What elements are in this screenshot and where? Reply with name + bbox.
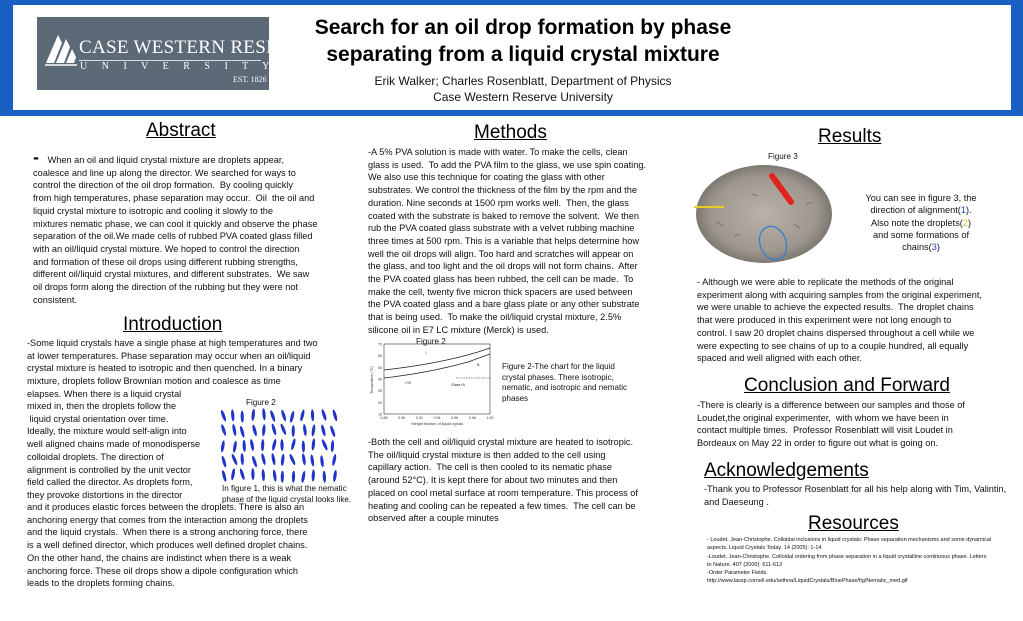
methods-line: silicone oil in E7 LC mixture (Merck) is used. <box>368 324 549 335</box>
y-tick-label: 20 <box>378 400 382 405</box>
molecule-mark <box>240 453 244 465</box>
abstract-heading: Abstract <box>146 120 216 141</box>
methods-caption-line: nematic, and isotropic and nematic <box>502 383 628 392</box>
y-tick-label: 60 <box>378 354 382 359</box>
acknowledgements-heading: Acknowledgements <box>704 460 869 481</box>
abstract-first-line <box>33 147 343 167</box>
molecule-mark <box>269 410 276 422</box>
results-line: were expecting to see chains of up to a couple hundred, all equally <box>697 340 969 351</box>
methods-line: the glass, and too light and the oil drops will not form chains. After <box>368 261 638 272</box>
methods-caption-line: crystal phases. There isotropic, <box>502 372 614 382</box>
intro-line: On the other hand, the chains are indistinct when there is a weak <box>27 552 292 563</box>
results-caption-line-5: chains(3) <box>902 242 940 253</box>
plot-frame <box>384 344 490 414</box>
phase-boundary-lower <box>384 354 490 378</box>
molecule-mark <box>320 455 325 467</box>
intro-line: field called the director. As droplets form, <box>27 477 193 488</box>
y-tick-label: 40 <box>378 377 382 382</box>
marker-number-2: 2 <box>962 217 968 228</box>
results-line: spaced and well aligned with each other. <box>697 353 862 364</box>
molecule-mark <box>230 468 235 480</box>
molecule-mark <box>240 411 243 423</box>
results-caption-line-4: and some formations of <box>872 229 969 240</box>
molecule-mark <box>251 468 254 480</box>
molecule-mark <box>272 469 277 481</box>
intro-line: alignment is controlled by the unit vector <box>27 464 191 475</box>
results-line: control. I saw 20 droplet chains dispersed throughout a cell while we <box>697 327 975 338</box>
molecule-mark <box>322 471 326 483</box>
methods-line: substrates. We control the thickness of the film by the rpm and the <box>368 185 637 196</box>
molecule-mark <box>271 439 277 451</box>
methods-heading: Methods <box>474 122 547 143</box>
conclusion-heading: Conclusion and Forward <box>744 375 950 396</box>
methods-body-2 <box>368 436 668 525</box>
results-heading: Results <box>818 126 882 147</box>
results-figure-caption <box>852 192 990 253</box>
x-tick-label: 0.92 <box>415 416 423 420</box>
y-tick-label: 50 <box>378 365 382 370</box>
abstract-line: separation of the oil.We made cells of rubbed PVA coated glass filled <box>33 231 313 242</box>
region-label: Glass+A <box>451 383 465 387</box>
resources-line: -Loudet, Jean-Christophe. Colloidal ordering from phase separation in a liquid crystalline continuous phase. Letters <box>707 553 987 560</box>
phase-boundary-upper <box>384 348 490 370</box>
molecule-mark <box>261 469 265 481</box>
intro-figure-label: Figure 2 <box>246 398 276 407</box>
methods-line: placed on cool metal surface at room temperature. This process of <box>368 487 638 498</box>
molecule-mark <box>331 454 337 466</box>
methods-line: capillary action. The cell is then cooled to its nematic phase <box>368 462 612 473</box>
molecule-mark <box>271 423 277 435</box>
molecule-mark <box>281 471 285 483</box>
authors: Erik Walker; Charles Rosenblatt, Department of Physics <box>374 74 672 88</box>
x-tick-label: 0.94 <box>433 416 441 420</box>
methods-line: -A 5% PVA solution is made with water. To make the cells, clean <box>368 147 628 157</box>
molecule-mark <box>302 441 306 453</box>
x-tick-label: 0.88 <box>380 416 388 420</box>
intro-figure-caption <box>222 484 357 505</box>
phase-diagram-figure <box>368 340 494 430</box>
methods-figure-caption <box>502 362 647 404</box>
molecule-mark <box>260 453 266 465</box>
molecule-mark <box>251 455 258 467</box>
results-line: - Although we were able to replicate the methods of the original <box>697 277 954 287</box>
intro-line: crystal mixture is heated to isotropic and then quenched. In a binary <box>27 363 303 374</box>
intro-line: liquid crystal orientation over time. <box>27 413 169 424</box>
methods-line: (around 52°C). It is kept there for about two minutes and then <box>368 475 618 486</box>
molecule-mark <box>311 469 315 481</box>
intro-line: -Some liquid crystals have a single phase at high temperatures and two <box>27 338 318 348</box>
methods-line: observed after a couple minutes <box>368 513 499 524</box>
results-caption-line-3: Also note the droplets(2) <box>870 217 972 228</box>
molecule-mark <box>299 409 305 421</box>
y-axis-label: Temperature (°C) <box>370 366 374 394</box>
molecule-mark <box>221 470 227 482</box>
molecule-mark <box>331 440 335 452</box>
abstract-line-0: When an oil and liquid crystal mixture are droplets appear, <box>47 155 285 165</box>
intro-line: mixed in, then the droplets follow the <box>27 401 177 411</box>
resources-line: http://www.lassp.cornell.edu/sethna/LiquidCrystals/BluePhase/fig/Nematic_med.gif <box>707 578 908 585</box>
molecule-mark <box>280 439 284 451</box>
methods-caption-line: phases <box>502 393 529 403</box>
molecule-mark <box>231 453 239 465</box>
intro-line: leads to the droplets forming chains. <box>27 578 175 589</box>
methods-line: that is being used. To make the oil/liquid crystal mixture, 2.5% <box>368 312 622 323</box>
intro-line: anchoring energy that comes from the interaction among the droplets <box>27 514 308 525</box>
resources-line: to Nature. 407 (2000): 611-613 <box>707 561 783 568</box>
molecule-mark <box>280 454 285 466</box>
molecule-mark <box>320 424 326 436</box>
methods-line: duration. Nine seconds at 1500 rpm works well. Then, the glass <box>368 197 629 208</box>
intro-line: anchoring force. These oil drops show a dipole configuration which <box>27 565 299 576</box>
introduction-heading: Introduction <box>123 314 223 335</box>
marker-number-1: 1 <box>960 205 966 216</box>
molecule-mark <box>321 409 328 421</box>
abstract-bullet: - <box>33 147 39 167</box>
region-label: I <box>425 351 427 355</box>
x-tick-label: 0.96 <box>451 416 459 420</box>
abstract-line: and formation of these oil drops using different rubbing strengths, <box>33 256 298 267</box>
intro-line: Ideally, the mixture would self-align into <box>27 426 187 437</box>
molecule-mark <box>311 409 315 421</box>
nematic-droplets-figure <box>216 405 342 483</box>
molecule-mark <box>262 408 266 420</box>
molecule-mark <box>321 439 329 451</box>
resources-line: - Loudet, Jean-Christophe. Colloidal inclusions in liquid crystals: Phase separation mechanisms and some dynamical <box>707 537 992 543</box>
x-tick-label: 0.98 <box>468 416 476 420</box>
methods-line: make the cell, twenty five micron thick spacers are used between <box>368 286 633 297</box>
abstract-lines <box>33 167 343 307</box>
results-body <box>697 276 1007 365</box>
conclusion-line: contact multiple times. Professor Rosenblatt will visit Loudet in <box>697 425 953 436</box>
intro-line: colloidal droplets. The direction of <box>27 451 164 462</box>
methods-line: glass is used. To add the PVA film to the glass, we use spin coating. <box>368 159 646 170</box>
x-tick-label: 0.90 <box>398 416 406 420</box>
abstract-line: with an oil/liquid crystal mixture. We hoped to control the direction <box>33 243 300 254</box>
molecule-mark <box>288 453 296 465</box>
abstract-line: mixtures nematic phase, we can cool it quickly and observe the phase <box>33 218 318 229</box>
molecule-mark <box>329 425 336 437</box>
marker-number-3: 3 <box>931 242 937 253</box>
methods-figure-label: Figure 2 <box>416 337 446 346</box>
molecule-mark <box>310 454 315 466</box>
logo-sub: U N I V E R S I T Y <box>80 61 276 72</box>
conclusion-line: -There is clearly is a difference between our samples and those of <box>697 400 965 410</box>
methods-line: the PVA coated glass has been rubbed, the cell can be made. To <box>368 274 634 285</box>
conclusion-line: Bordeaux on May 22 in order to figure out what is going on. <box>697 438 939 449</box>
institution: Case Western Reserve University <box>433 90 613 104</box>
resources-line: -Order Parameter Fields. <box>707 570 768 577</box>
university-logo <box>37 17 316 90</box>
abstract-line: coalesce and line up along the director. We searched for ways to <box>33 167 296 178</box>
molecule-mark <box>262 424 266 436</box>
molecule-mark <box>271 453 276 465</box>
y-tick-label: 30 <box>378 389 382 394</box>
intro-line: well aligned chains made of monodisperse <box>27 439 201 450</box>
molecule-mark <box>251 409 255 421</box>
acknowledgements-line: and Daeseung . <box>704 496 769 507</box>
intro-caption-line: phase of the liquid crystal looks like. <box>222 494 352 504</box>
methods-body <box>368 146 668 337</box>
results-line: experiment along with acquiring samples from the original experiment, <box>697 289 982 300</box>
results-caption-line-2: direction of alignment(1). <box>870 205 972 216</box>
x-axis-label: Weight fraction of liquid crystal <box>411 422 463 426</box>
abstract-line: from high temperatures, phase separation may occur. Oil the oil and <box>33 193 315 204</box>
intro-lines-bottom <box>27 501 347 590</box>
title-line-1: Search for an oil drop formation by phase <box>314 16 732 39</box>
intro-lines-narrow <box>27 400 217 502</box>
molecule-mark <box>292 425 295 437</box>
results-caption-line-1: You can see in figure 3, the <box>865 193 977 203</box>
molecule-mark <box>302 424 307 436</box>
methods-line: We also use this technique for coating the glass with other <box>368 172 605 183</box>
methods-line: heating and cooling can be repeated a few times. The cell can be <box>368 500 636 511</box>
molecule-mark <box>311 424 316 436</box>
intro-caption-line: In figure 1, this is what the nematic <box>222 484 347 493</box>
intro-line: and it produces elastic forces between the droplets. There is also an <box>27 502 305 512</box>
molecule-mark <box>220 410 227 422</box>
molecule-mark <box>252 424 258 436</box>
methods-caption-line: Figure 2-The chart for the liquid <box>502 362 615 371</box>
molecule-mark <box>280 409 287 421</box>
intro-line: is a well defined director, which produces well defined droplet chains. <box>27 540 308 551</box>
molecule-mark <box>289 411 295 423</box>
methods-line: The oil/liquid crystal mixture is then added to the cell using <box>368 449 606 460</box>
acknowledgements-line: -Thank you to Professor Rosenblatt for all his help along with Tim, Valintin, <box>704 484 1007 494</box>
abstract-line: control the direction of the oil drop formation. By cooling quickly <box>33 180 293 191</box>
logo-est: EST. 1826 <box>233 75 267 84</box>
region-label: N <box>476 363 480 367</box>
intro-line: mixture, droplets follow Brownian motion and coalesce as time <box>27 376 281 387</box>
intro-line: elapses. When there is a liquid crystal <box>27 388 182 399</box>
y-tick-label: 70 <box>378 342 382 347</box>
seal-icon <box>44 29 78 69</box>
acknowledgements-body <box>704 483 1009 508</box>
molecule-mark <box>249 439 254 451</box>
header-panel <box>13 5 1011 110</box>
micrograph-field <box>696 165 832 263</box>
results-line: that were produced in this experiment were not long enough to <box>697 315 952 326</box>
authors-block <box>313 73 733 105</box>
molecule-mark <box>301 453 306 465</box>
methods-line: well the oil drops will align. Too hard and scratches will appear on <box>368 248 634 259</box>
methods-line: -Both the cell and oil/liquid crystal mixture are heated to isotropic. <box>368 437 634 447</box>
results-line: we were unable to achieve the expected results. The droplet chains <box>697 302 974 313</box>
x-tick-label: 1.00 <box>486 416 494 420</box>
molecule-mark <box>221 455 227 467</box>
molecule-mark <box>311 438 316 450</box>
molecule-mark <box>292 471 296 483</box>
resources-body <box>707 536 1012 586</box>
micrograph-figure <box>694 164 835 265</box>
intro-line: and the liquid crystals. When there is a strong anchoring force, there <box>27 527 308 538</box>
results-figure-label: Figure 3 <box>768 152 798 161</box>
molecule-mark <box>242 440 246 452</box>
molecule-mark <box>232 424 237 436</box>
molecule-mark <box>239 426 245 438</box>
y-tick-label: 10 <box>378 412 382 417</box>
methods-line: the PVA coated glass and a bare glass plate or any other substrate <box>368 299 640 310</box>
conclusion-body <box>697 399 1007 450</box>
abstract-line: consistent. <box>33 294 77 305</box>
molecule-mark <box>231 409 235 421</box>
molecule-mark <box>290 438 296 450</box>
resources-heading: Resources <box>808 513 899 534</box>
abstract-line: liquid crystal mixture to isotropic and cooling it slowly to the <box>33 205 274 216</box>
intro-line: at lower temperatures. Phase separation may occur when an oil/liquid <box>27 350 311 361</box>
abstract-line: oil drops form along the direction of the rubbing but they were not <box>33 282 299 293</box>
methods-line: rub the PVA coated glass substrate with a velvet rubbing machine <box>368 223 635 234</box>
header-band <box>0 0 1023 116</box>
molecule-mark <box>232 441 237 453</box>
logo-name: CASE WESTERN RESERVE <box>79 37 316 58</box>
poster-title <box>283 14 763 68</box>
intro-lines-full <box>27 337 337 401</box>
molecule-mark <box>239 468 246 480</box>
molecule-mark <box>301 471 306 483</box>
title-line-2: separating from a liquid crystal mixture <box>326 43 720 66</box>
intro-line: they provoke distortions in the director <box>27 489 183 500</box>
methods-line: three times at 500 rpm. This is a variable that helps determine how <box>368 235 639 246</box>
abstract-line: different oil/liquid crystal mixtures, and different substrates. We saw <box>33 269 310 280</box>
molecule-mark <box>333 470 338 482</box>
methods-line: coated with the substrate is baked to remove the solvent. We then <box>368 210 640 221</box>
molecule-mark <box>332 409 338 421</box>
molecule-mark <box>220 424 227 436</box>
molecule-mark <box>220 440 225 452</box>
abstract-body <box>33 147 343 306</box>
molecule-mark <box>280 423 288 435</box>
conclusion-line: Loudet,the original experimenter, with whom we have been in <box>697 412 949 423</box>
region-label: I+N <box>405 381 411 385</box>
molecule-mark <box>261 439 265 451</box>
resources-line: aspects. Liquid Crystals Today. 14 (2005): 1-14 <box>707 545 822 552</box>
